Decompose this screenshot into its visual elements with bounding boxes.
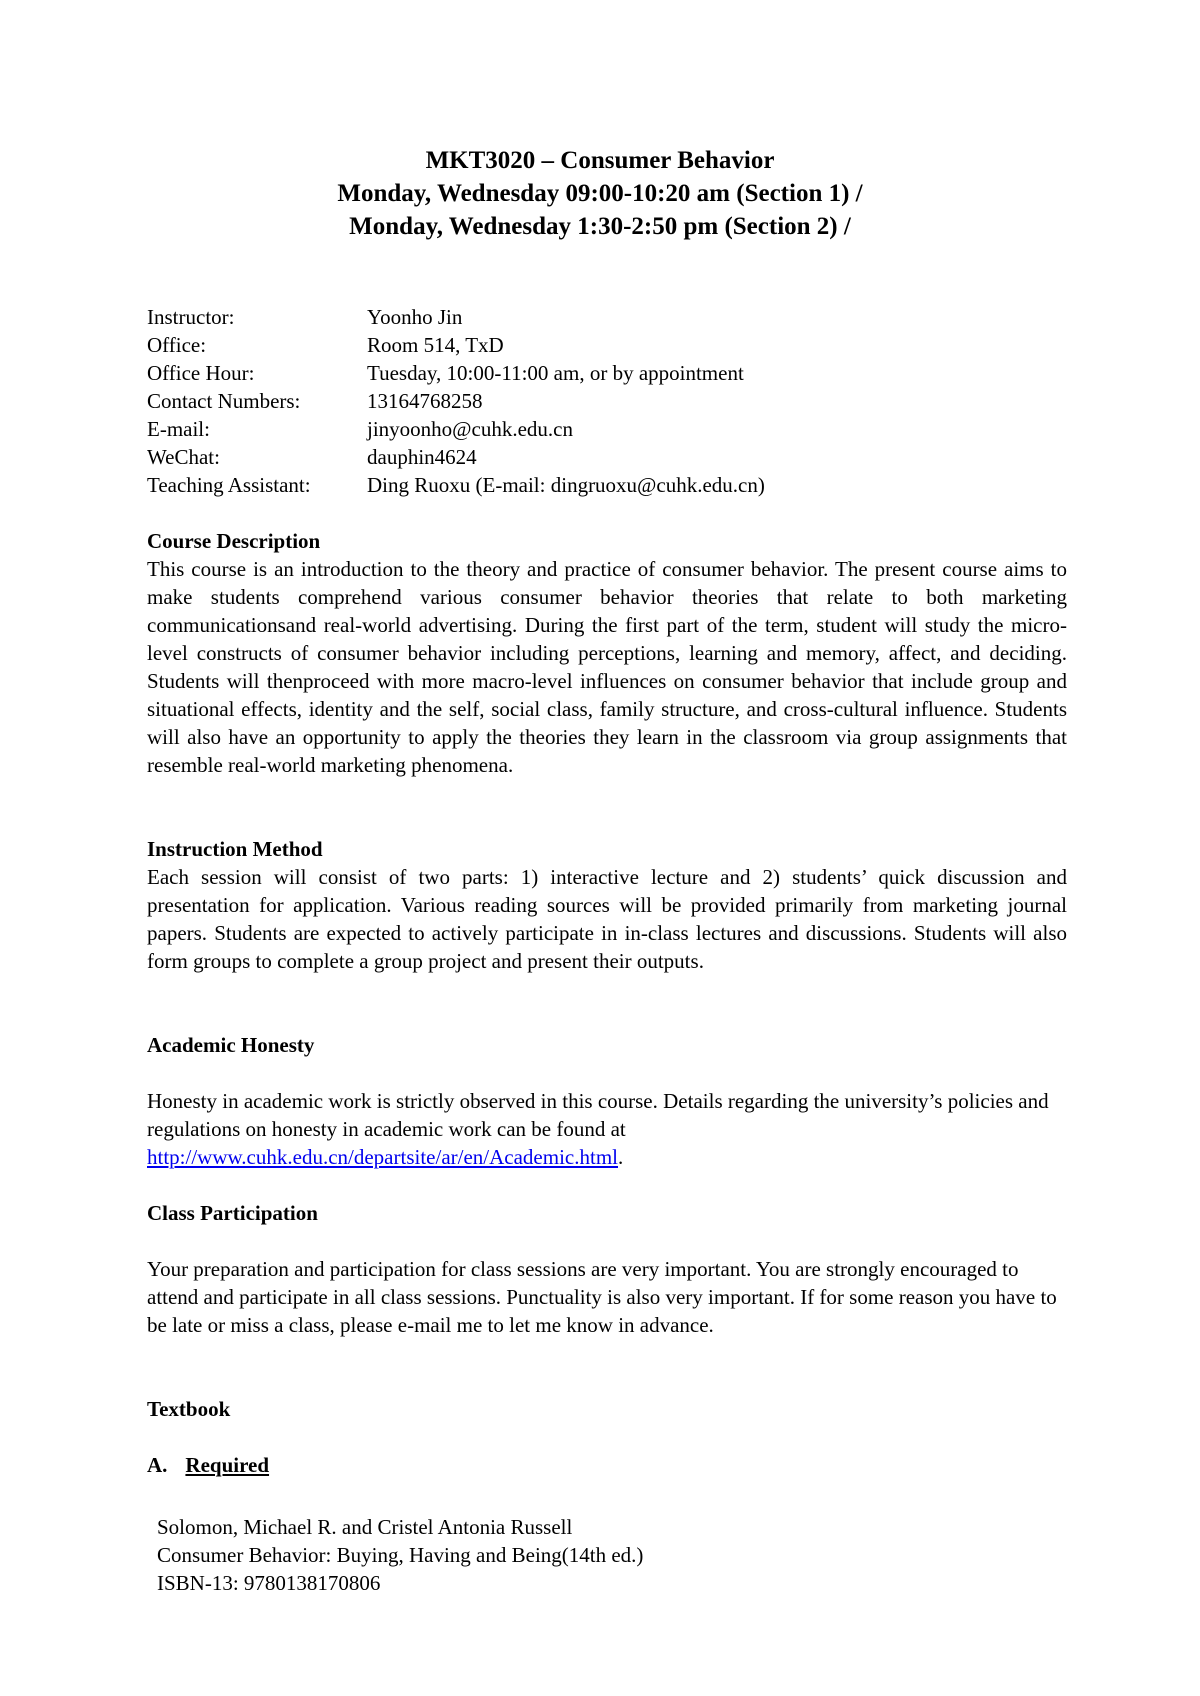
class-participation-heading: Class Participation xyxy=(147,1201,318,1225)
document-title-block xyxy=(0,144,1200,243)
info-row-office-hour xyxy=(147,359,765,387)
info-row-contact xyxy=(147,387,765,415)
info-label: Teaching Assistant: xyxy=(147,473,311,497)
info-value: dauphin4624 xyxy=(367,445,477,469)
academic-policy-link[interactable]: http://www.cuhk.edu.cn/departsite/ar/en/Academic.html xyxy=(147,1145,618,1169)
info-value: jinyoonho@cuhk.edu.cn xyxy=(367,417,573,441)
textbook-heading: Textbook xyxy=(147,1397,231,1421)
info-label: Instructor: xyxy=(147,305,235,329)
required-label: Required xyxy=(185,1453,270,1477)
info-row-wechat xyxy=(147,443,765,471)
instruction-method-heading: Instruction Method xyxy=(147,837,323,861)
info-value: 13164768258 xyxy=(367,389,483,413)
info-row-instructor xyxy=(147,303,765,331)
course-description-heading: Course Description xyxy=(147,529,321,553)
info-row-office xyxy=(147,331,765,359)
info-label: Office: xyxy=(147,333,207,357)
textbook-isbn: ISBN-13: 9780138170806 xyxy=(157,1571,381,1595)
schedule-section-2: Monday, Wednesday 1:30-2:50 pm (Section 2) / xyxy=(349,213,851,240)
instruction-method-body: Each session will consist of two parts: 1) interactive lecture and 2) students’ quick discussion and presentation for application. Various reading sources will be provided primarily from marketing journal papers. Students are expected to actively participate in in-class lectures and discussions. Students will also form groups to complete a group project and present their outputs. xyxy=(147,865,1067,973)
instructor-info-table xyxy=(147,303,765,499)
textbook-authors: Solomon, Michael R. and Cristel Antonia Russell xyxy=(157,1515,573,1539)
class-participation-body: Your preparation and participation for class sessions are very important. You are strongly encouraged to attend and participate in all class sessions. Punctuality is also very important. If for some reason you have to be late or miss a class, please e-mail me to let me know in advance. xyxy=(147,1257,1057,1337)
info-label: Contact Numbers: xyxy=(147,389,301,413)
academic-honesty-section xyxy=(147,1031,1067,1171)
academic-honesty-body xyxy=(147,1087,1067,1171)
instruction-method-section xyxy=(147,835,1067,975)
required-marker: A. xyxy=(147,1453,168,1477)
info-row-email xyxy=(147,415,765,443)
textbook-section xyxy=(147,1395,1067,1479)
academic-honesty-text: Honesty in academic work is strictly observed in this course. Details regarding the university’s policies and regulations on honesty in academic work can be found at xyxy=(147,1089,1049,1141)
required-textbook-entry xyxy=(157,1513,643,1597)
schedule-section-1: Monday, Wednesday 09:00-10:20 am (Section 1) / xyxy=(337,180,863,207)
info-value: Room 514, TxD xyxy=(367,333,504,357)
link-period: . xyxy=(618,1145,624,1169)
course-description-body: This course is an introduction to the theory and practice of consumer behavior. The present course aims to make students comprehend various consumer behavior theories that relate to both marketing communicationsand real-world advertising. During the first part of the term, student will study the micro-level constructs of consumer behavior including perceptions, learning and memory, affect, and deciding. Students will thenproceed with more macro-level influences on consumer behavior that include group and situational effects, identity and the self, social class, family structure, and cross-cultural influence. Students will also have an opportunity to apply the theories they learn in the classroom via group assignments that resemble real-world marketing phenomena. xyxy=(147,557,1067,777)
info-label: Office Hour: xyxy=(147,361,255,385)
required-subheading xyxy=(147,1451,1067,1479)
class-participation-section xyxy=(147,1199,1067,1339)
info-value: Tuesday, 10:00-11:00 am, or by appointment xyxy=(367,361,744,385)
course-description-section xyxy=(147,527,1067,779)
info-label: WeChat: xyxy=(147,445,220,469)
info-row-ta xyxy=(147,471,765,499)
course-title: MKT3020 – Consumer Behavior xyxy=(425,147,775,174)
info-value: Ding Ruoxu (E-mail: dingruoxu@cuhk.edu.cn) xyxy=(367,473,765,497)
textbook-title: Consumer Behavior: Buying, Having and Being(14th ed.) xyxy=(157,1543,644,1567)
academic-honesty-heading: Academic Honesty xyxy=(147,1033,315,1057)
info-label: E-mail: xyxy=(147,417,210,441)
info-value: Yoonho Jin xyxy=(367,305,463,329)
